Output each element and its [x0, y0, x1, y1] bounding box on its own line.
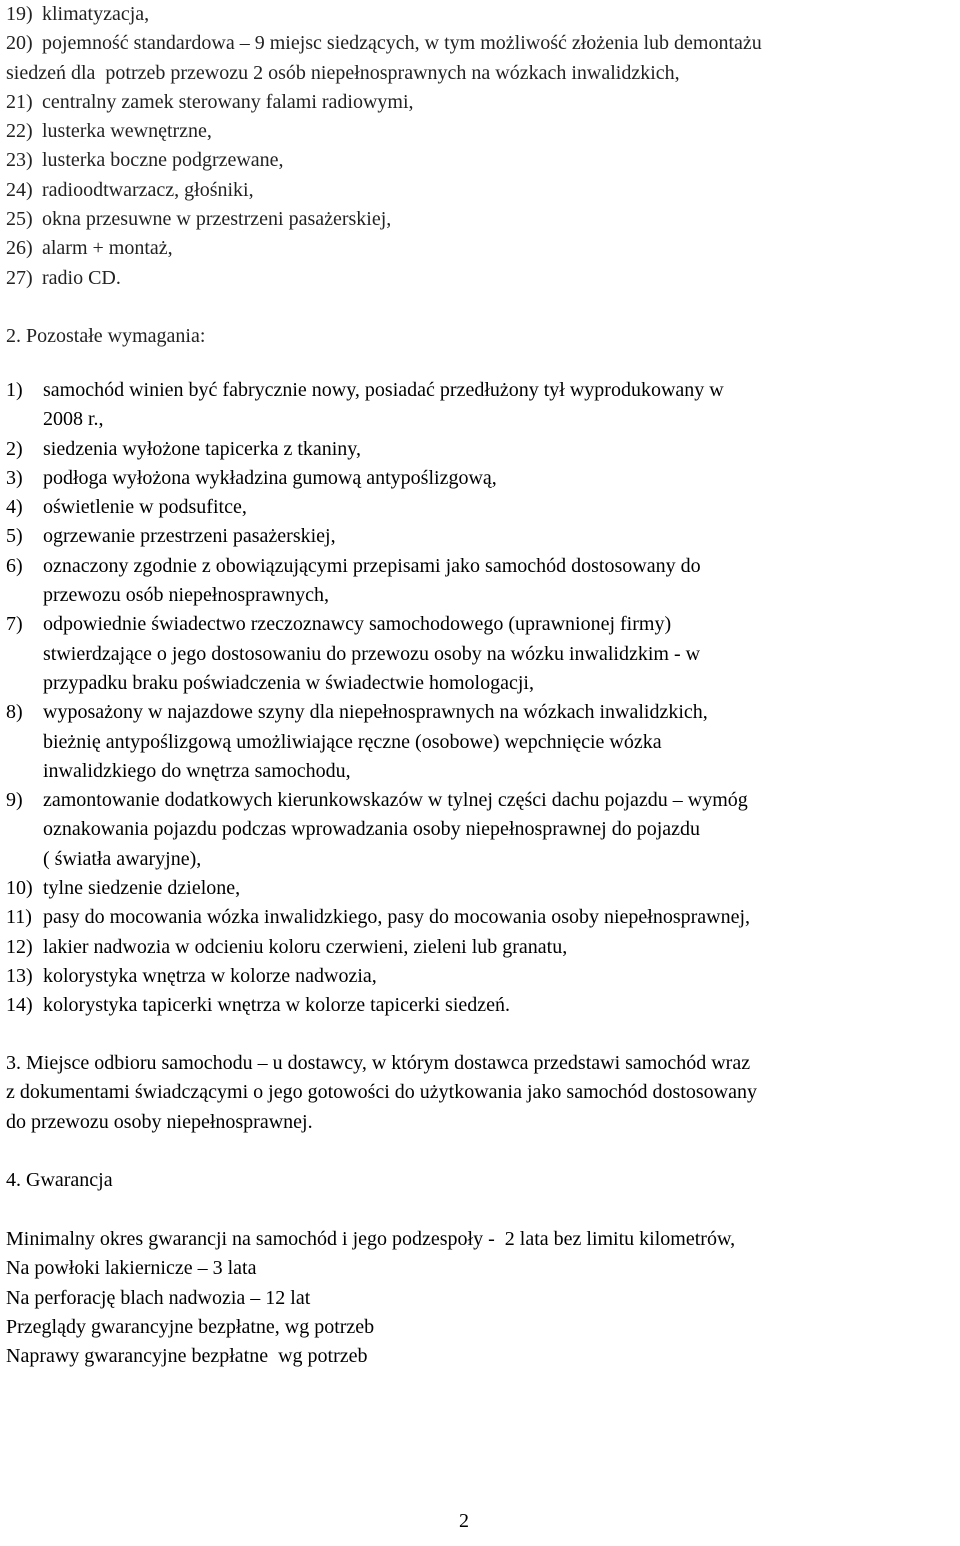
list-item-text: kolorystyka tapicerki wnętrza w kolorze tapicerki siedzeń. [43, 994, 511, 1017]
list-item-number: 26) [6, 237, 33, 260]
list-item [6, 874, 923, 903]
list-item [6, 376, 923, 435]
pickup-location-paragraph [6, 1049, 954, 1137]
list-item-number: 7) [6, 613, 23, 636]
list-item [6, 117, 762, 146]
list-item-number: 4) [6, 496, 23, 519]
list-item [6, 933, 923, 962]
list-item [6, 205, 762, 234]
list-item-text: bieżnię antypoślizgową umożliwiające ręczne (osobowe) wepchnięcie wózka [43, 730, 662, 753]
list-item-number: 14) [6, 994, 33, 1017]
list-item [6, 146, 762, 175]
list-item-number: 19) [6, 3, 33, 25]
list-item-number: 20) [6, 32, 33, 55]
list-item-number: 11) [6, 906, 32, 929]
paragraph-line: Naprawy gwarancyjne bezpłatne wg potrzeb [6, 1345, 368, 1368]
list-item-text: samochód winien być fabrycznie nowy, posiadać przedłużony tył wyprodukowany w [43, 379, 724, 401]
list-item-continuation [6, 59, 762, 88]
list-item-text: klimatyzacja, [42, 3, 150, 25]
list-item [6, 493, 923, 522]
list-item [6, 610, 923, 698]
list-item-number: 21) [6, 90, 33, 113]
list-item-number: 13) [6, 964, 33, 987]
list-item [6, 176, 762, 205]
list-item-text: przewozu osób niepełnosprawnych, [43, 584, 330, 607]
list-item [6, 698, 923, 786]
list-item-text: oznakowania pojazdu podczas wprowadzania osoby niepełnosprawnej do pojazdu [43, 818, 701, 841]
list-item [6, 552, 923, 611]
paragraph-line: Minimalny okres gwarancji na samochód i jego podzespoły - 2 lata bez limitu kilometrów, [6, 1228, 736, 1250]
list-item-text: siedzeń dla potrzeb przewozu 2 osób niepełnosprawnych na wózkach inwalidzkich, [6, 61, 680, 84]
list-item-text: kolorystyka wnętrza w kolorze nadwozia, [43, 964, 377, 987]
section-heading: 4. Gwarancja [6, 1169, 113, 1191]
list-item-number: 25) [6, 208, 33, 231]
list-item [6, 962, 923, 991]
list-item [6, 464, 923, 493]
list-item-text: oznaczony zgodnie z obowiązującymi przepisami jako samochód dostosowany do [43, 554, 701, 577]
list-item-text: pasy do mocowania wózka inwalidzkiego, pasy do mocowania osoby niepełnosprawnej, [43, 906, 751, 929]
paragraph-line: do przewozu osoby niepełnosprawnej. [6, 1110, 313, 1133]
list-item-text: okna przesuwne w przestrzeni pasażerskiej, [42, 208, 392, 231]
list-item-text: siedzenia wyłożone tapicerka z tkaniny, [43, 437, 362, 460]
list-item-number: 10) [6, 877, 33, 900]
list-item [6, 234, 762, 263]
list-item [6, 903, 923, 932]
list-item-text: podłoga wyłożona wykładzina gumową antypoślizgową, [43, 466, 497, 489]
paragraph-line: 3. Miejsce odbioru samochodu – u dostawcy, w którym dostawca przedstawi samochód wraz [6, 1052, 751, 1074]
list-item-text: centralny zamek sterowany falami radiowymi, [42, 90, 414, 113]
page-number: 2 [459, 1510, 469, 1532]
list-item [6, 29, 762, 58]
list-item-number: 12) [6, 935, 33, 958]
list-item-number: 3) [6, 466, 23, 489]
list-item-number: 24) [6, 178, 33, 201]
list-item-text: lusterka wewnętrzne, [42, 120, 212, 143]
list-item-text: radio CD. [42, 266, 121, 289]
list-item-text: zamontowanie dodatkowych kierunkowskazów w tylnej części dachu pojazdu – wymóg [43, 789, 748, 812]
list-item-number: 22) [6, 120, 33, 143]
list-item-text: odpowiednie świadectwo rzeczoznawcy samochodowego (uprawnionej firmy) [43, 613, 672, 636]
paragraph-line: Na perforację blach nadwozia – 12 lat [6, 1286, 311, 1309]
list-item-text: oświetlenie w podsufitce, [43, 496, 247, 519]
equipment-list-continued [6, 0, 762, 293]
list-item [6, 786, 923, 874]
list-item-number: 23) [6, 149, 33, 172]
paragraph-line: Przeglądy gwarancyjne bezpłatne, wg potrzeb [6, 1315, 375, 1338]
list-item-text: lakier nadwozia w odcieniu koloru czerwieni, zieleni lub granatu, [43, 935, 568, 958]
list-item-number: 27) [6, 266, 33, 289]
list-item-number: 6) [6, 554, 23, 577]
list-item-number: 5) [6, 525, 23, 548]
list-item [6, 991, 923, 1020]
section-heading: 2. Pozostałe wymagania: [6, 325, 206, 347]
paragraph-line: z dokumentami świadczącymi o jego gotowości do użytkowania jako samochód dostosowany [6, 1081, 757, 1104]
list-item-text: pojemność standardowa – 9 miejsc siedzących, w tym możliwość złożenia lub demontażu [42, 32, 762, 55]
list-item-text: ogrzewanie przestrzeni pasażerskiej, [43, 525, 336, 548]
list-item [6, 0, 762, 29]
list-item-text: radioodtwarzacz, głośniki, [42, 178, 254, 201]
list-item-number: 2) [6, 437, 23, 460]
list-item [6, 435, 923, 464]
list-item-text: stwierdzające o jego dostosowaniu do przewozu osoby na wózku inwalidzkim - w [43, 642, 701, 665]
list-item-text: inwalidzkiego do wnętrza samochodu, [43, 759, 351, 782]
list-item-number: 1) [6, 379, 23, 401]
paragraph-line: Na powłoki lakiernicze – 3 lata [6, 1257, 257, 1280]
warranty-details [6, 1225, 954, 1371]
requirements-list [6, 376, 923, 1021]
list-item-text: 2008 r., [43, 408, 104, 431]
list-item-text: lusterka boczne podgrzewane, [42, 149, 284, 172]
list-item [6, 522, 923, 551]
list-item-number: 9) [6, 789, 23, 812]
list-item-text: przypadku braku poświadczenia w świadectwie homologacji, [43, 671, 534, 694]
list-item-number: 8) [6, 701, 23, 724]
list-item-text: wyposażony w najazdowe szyny dla niepełnosprawnych na wózkach inwalidzkich, [43, 701, 708, 724]
list-item-text: ( światła awaryjne), [43, 847, 202, 870]
list-item-text: tylne siedzenie dzielone, [43, 877, 241, 900]
list-item [6, 264, 762, 293]
list-item [6, 88, 762, 117]
list-item-text: alarm + montaż, [42, 237, 173, 260]
